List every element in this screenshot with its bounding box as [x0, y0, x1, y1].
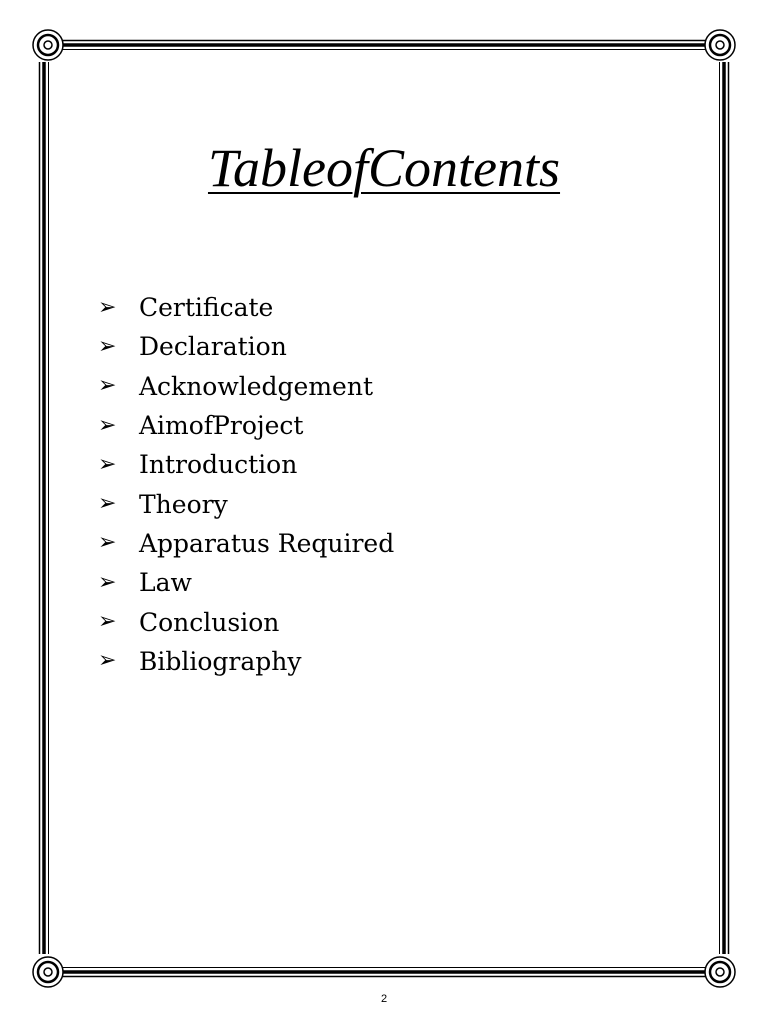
table-of-contents-list [98, 288, 394, 681]
arrow-bullet-icon: ➢ [98, 412, 117, 438]
arrow-bullet-icon: ➢ [98, 373, 117, 399]
list-item [98, 524, 394, 563]
page-title: TableofContents [207, 138, 561, 198]
toc-entry: Introduction [139, 450, 298, 480]
toc-entry: Declaration [139, 332, 287, 362]
toc-entry: Certificate [139, 293, 274, 323]
arrow-bullet-icon: ➢ [98, 294, 117, 320]
list-item [98, 367, 394, 406]
toc-entry: Apparatus Required [139, 528, 395, 558]
toc-entry: AimofProject [139, 411, 304, 441]
toc-entry: Conclusion [139, 607, 280, 637]
toc-entry: Law [139, 568, 192, 598]
toc-entry: Acknowledgement [139, 371, 373, 401]
list-item [98, 642, 394, 681]
list-item [98, 602, 394, 641]
toc-entry: Bibliography [139, 646, 302, 676]
toc-entry: Theory [139, 489, 228, 519]
arrow-bullet-icon: ➢ [98, 451, 117, 477]
list-item [98, 406, 394, 445]
corner-ornament-bottom-left [33, 957, 63, 987]
list-item [98, 484, 394, 523]
page-number: 2 [380, 993, 388, 1005]
arrow-bullet-icon: ➢ [98, 530, 117, 556]
list-item [98, 288, 394, 327]
list-item [98, 327, 394, 366]
list-item [98, 563, 394, 602]
arrow-bullet-icon: ➢ [98, 569, 117, 595]
arrow-bullet-icon: ➢ [98, 491, 117, 517]
arrow-bullet-icon: ➢ [98, 648, 117, 674]
corner-ornament-bottom-right [705, 957, 735, 987]
arrow-bullet-icon: ➢ [98, 609, 117, 635]
list-item [98, 445, 394, 484]
corner-ornament-top-left [33, 30, 63, 60]
arrow-bullet-icon: ➢ [98, 333, 117, 359]
corner-ornament-top-right [705, 30, 735, 60]
